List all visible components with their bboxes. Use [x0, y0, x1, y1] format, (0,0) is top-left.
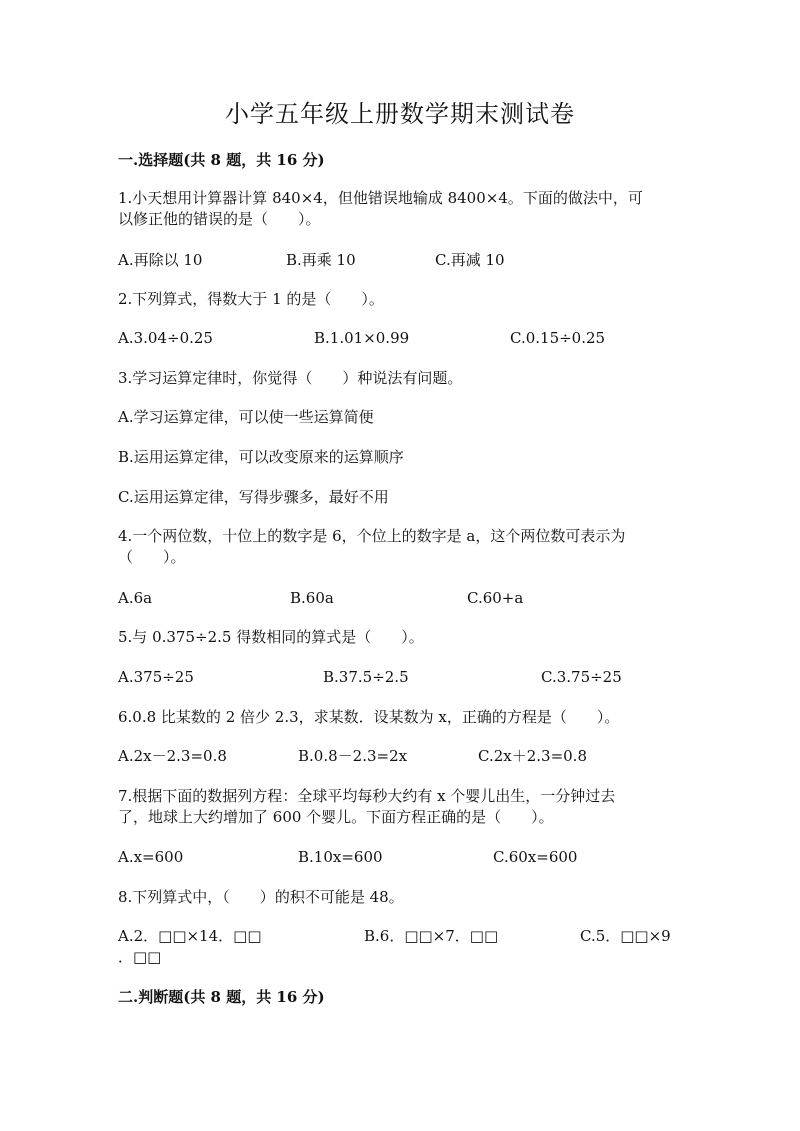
question-1-option-c: C.再减 10: [435, 251, 505, 269]
question-1-text-line2: 以修正他的错误的是（ ）。: [118, 210, 321, 228]
question-2-option-a: A.3.04÷0.25: [118, 329, 213, 347]
exam-title: 小学五年级上册数学期末测试卷: [225, 100, 575, 128]
question-4-text-line2: （ ）。: [118, 548, 186, 566]
question-3-text: 3.学习运算定律时，你觉得（ ）种说法有问题。: [118, 369, 463, 387]
question-4-option-a: A.6a: [118, 589, 153, 607]
question-3-option-c: C.运用运算定律，写得步骤多，最好不用: [118, 488, 389, 506]
question-7-option-c: C.60x=600: [493, 848, 578, 866]
question-7-option-a: A.x=600: [118, 848, 184, 866]
question-5-option-c: C.3.75÷25: [541, 668, 622, 686]
question-4-text-line1: 4.一个两位数，十位上的数字是 6，个位上的数字是 a，这个两位数可表示为: [118, 527, 626, 545]
question-6-option-b: B.0.8－2.3=2x: [298, 747, 408, 765]
question-6-text: 6.0.8 比某数的 2 倍少 2.3，求某数．设某数为 x，正确的方程是（ ）。: [118, 708, 620, 726]
question-8-option-c-line1: C.5．□□×9: [580, 927, 671, 945]
question-2-option-c: C.0.15÷0.25: [510, 329, 606, 347]
question-6-option-c: C.2x＋2.3=0.8: [478, 747, 587, 765]
question-1-text-line1: 1.小天想用计算器计算 840×4，但他错误地输成 8400×4。下面的做法中，可: [118, 189, 643, 207]
question-7-text-line1: 7.根据下面的数据列方程：全球平均每秒大约有 x 个婴儿出生，一分钟过去: [118, 787, 616, 805]
question-7-text-line2: 了，地球上大约增加了 600 个婴儿。下面方程正确的是（ ）。: [118, 808, 554, 826]
question-8-option-b: B.6．□□×7．□□: [364, 927, 499, 945]
question-3-option-b: B.运用运算定律，可以改变原来的运算顺序: [118, 448, 404, 466]
question-8-text: 8.下列算式中，（ ）的积不可能是 48。: [118, 888, 404, 906]
question-5-option-b: B.37.5÷2.5: [323, 668, 409, 686]
question-5-text: 5.与 0.375÷2.5 得数相同的算式是（ ）。: [118, 628, 424, 646]
question-8-option-c-line2: ．□□: [118, 948, 162, 966]
question-4-option-c: C.60+a: [467, 589, 524, 607]
section-heading-true-false: 二.判断题(共 8 题，共 16 分): [118, 988, 325, 1006]
question-6-option-a: A.2x－2.3=0.8: [118, 747, 227, 765]
question-3-option-a: A.学习运算定律，可以使一些运算简便: [118, 408, 374, 426]
question-2-text: 2.下列算式，得数大于 1 的是（ ）。: [118, 290, 384, 308]
question-1-option-a: A.再除以 10: [118, 251, 203, 269]
question-1-option-b: B.再乘 10: [286, 251, 356, 269]
section-heading-choice: 一.选择题(共 8 题，共 16 分): [118, 151, 325, 169]
question-7-option-b: B.10x=600: [298, 848, 383, 866]
question-5-option-a: A.375÷25: [118, 668, 194, 686]
question-8-option-a: A.2．□□×14．□□: [118, 927, 262, 945]
question-4-option-b: B.60a: [290, 589, 334, 607]
question-2-option-b: B.1.01×0.99: [314, 329, 410, 347]
